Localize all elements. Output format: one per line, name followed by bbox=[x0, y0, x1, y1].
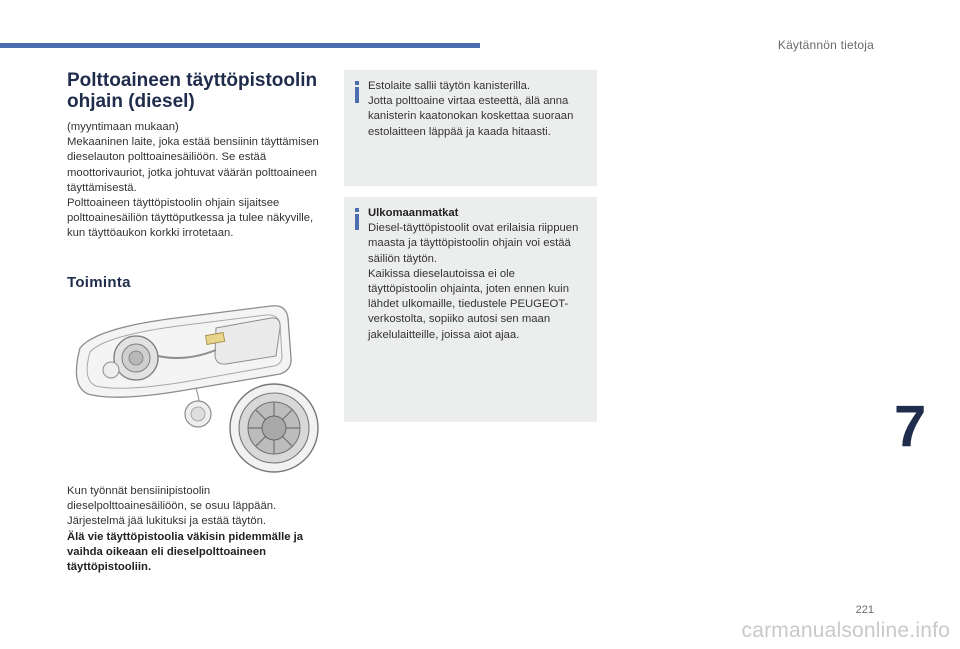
chapter-number: 7 bbox=[894, 394, 927, 459]
operation-warning: Älä vie täyttöpistoolia väkisin pidemmälle ja vaihda oikeaan eli dieselpolttoaineen täyttöpistooliin. bbox=[67, 530, 304, 574]
info-box-text: Estolaite sallii täytön kanisterilla. Jotta polttoaine virtaa esteettä, älä anna kanisterin kaatonokan koskettaa suoraan estolaitteen läppää ja kaada hitaasti. bbox=[368, 80, 574, 138]
intro-paragraph: (myyntimaan mukaan) Mekaaninen laite, joka estää bensiinin täyttämisen dieselauton polttoainesäiliöön. Se estää moottorivauriot, jotka johtuvat väärän polttoaineen täyttämisestä. bbox=[67, 121, 319, 194]
page-title: Polttoaineen täyttöpistoolin ohjain (diesel) bbox=[67, 70, 318, 112]
section-subtitle: Toiminta bbox=[67, 274, 131, 291]
info-box-text: Diesel-täyttöpistoolit ovat erilaisia riippuen maasta ja täyttöpistoolin ohjain voi estää säiliön täytön. Kaikissa dieselautoissa ei ole täyttöpistoolin ohjainta, joten ennen kuin lähdet ulkomaille, tiedustele PEUGEOT-verkostolta, sopiiko autosi sen maan jakelulaitteille, joissa aiot ajaa. bbox=[368, 222, 579, 341]
info-box-abroad bbox=[344, 197, 597, 422]
info-box-heading: Ulkomaanmatkat bbox=[368, 207, 459, 219]
intro-paragraph: Polttoaineen täyttöpistoolin ohjain sijaitsee polttoainesäiliön täyttöputkessa ja tulee näkyville, kun täyttöaukon korkki irrotetaan. bbox=[67, 197, 314, 240]
section-title: Käytännön tietoja bbox=[777, 38, 874, 52]
info-i-icon bbox=[353, 208, 362, 230]
fuel-filler-illustration bbox=[66, 298, 332, 474]
info-box-canister bbox=[344, 70, 597, 186]
operation-text bbox=[67, 484, 332, 575]
watermark: carmanualsonline.info bbox=[741, 619, 950, 642]
intro-text bbox=[67, 120, 332, 242]
info-i-icon bbox=[353, 81, 362, 103]
page-number: 221 bbox=[855, 604, 874, 616]
header-accent-bar bbox=[0, 43, 480, 48]
operation-paragraph: Kun työnnät bensiinipistoolin dieselpolttoainesäiliöön, se osuu läppään. Järjestelmä jää lukituksi ja estää täytön. bbox=[67, 485, 277, 528]
